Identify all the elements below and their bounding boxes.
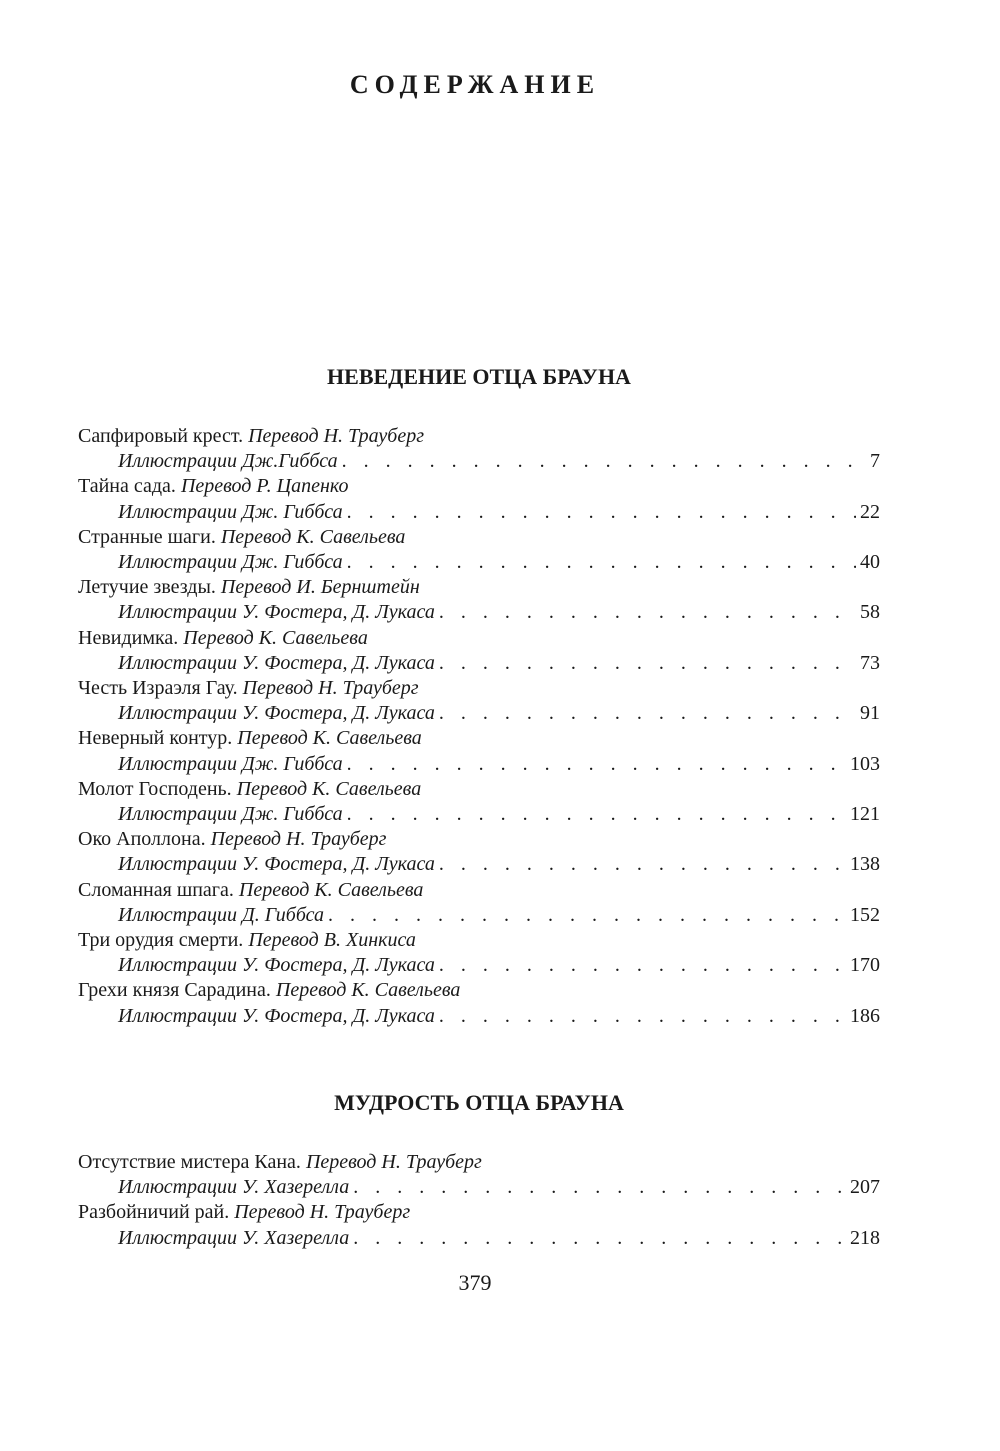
dot-leader [347, 500, 856, 525]
section-heading: НЕВЕДЕНИЕ ОТЦА БРАУНА [327, 364, 631, 389]
entry-title-line [78, 626, 880, 651]
toc-entry [78, 726, 880, 776]
toc-entry [78, 777, 880, 827]
dot-leader [439, 1004, 846, 1029]
entry-title-line [78, 525, 880, 550]
dot-leader [439, 852, 846, 877]
entry-illustrations-line [78, 1175, 880, 1200]
entry-illustrations-line [78, 600, 880, 625]
entry-translator: Перевод Р. Цапенко [180, 475, 349, 498]
toc-entry [78, 878, 880, 928]
entry-title: Око Аполлона. [78, 828, 206, 851]
entry-illustrations: Иллюстрации Дж. Гиббса [118, 551, 343, 574]
entry-title-line [78, 878, 880, 903]
entry-illustrations-line [78, 802, 880, 827]
entry-title: Честь Израэля Гау. [78, 677, 238, 700]
entry-page-number: 7 [870, 450, 880, 473]
entry-title: Отсутствие мистера Кана. [78, 1151, 301, 1173]
entry-illustrations-line [78, 701, 880, 726]
toc-entry [78, 928, 880, 978]
toc-entry [78, 424, 880, 474]
entry-title: Грехи князя Сарадина. [78, 979, 271, 1002]
toc-section-1 [78, 364, 880, 1029]
entry-page-number: 152 [850, 903, 880, 926]
toc-entry [78, 1150, 880, 1200]
entry-page-number: 22 [860, 500, 880, 523]
page-title: СОДЕРЖАНИЕ [349, 70, 601, 99]
entry-translator: Перевод К. Савельева [238, 878, 424, 901]
toc-entry [78, 1200, 880, 1250]
entry-illustrations: Иллюстрации У. Фостера, Д. Лукаса [118, 651, 435, 674]
entry-translator: Перевод К. Савельева [275, 979, 461, 1002]
entry-title: Молот Господень. [78, 777, 232, 800]
entry-illustrations: Иллюстрации У. Фостера, Д. Лукаса [118, 702, 435, 725]
entry-translator: Перевод И. Бернштейн [220, 576, 420, 599]
entry-title-line [78, 676, 880, 701]
entry-illustrations: Иллюстрации Дж.Гиббса [118, 450, 338, 473]
entry-page-number: 170 [850, 954, 880, 977]
entry-page-number: 73 [860, 651, 880, 674]
entry-illustrations: Иллюстрации У. Фостера, Д. Лукаса [118, 954, 435, 977]
dot-leader [439, 651, 856, 676]
entry-illustrations-line [78, 500, 880, 525]
toc-entry [78, 626, 880, 676]
entry-page-number: 207 [850, 1176, 880, 1199]
entry-page-number: 58 [860, 601, 880, 624]
entry-title-line [78, 424, 880, 449]
entry-translator: Перевод К. Савельева [237, 727, 422, 750]
entry-title-line [78, 928, 880, 953]
entry-title-line [78, 777, 880, 802]
dot-leader [328, 903, 846, 928]
entry-title-line [78, 1150, 880, 1175]
dot-leader [439, 600, 856, 625]
toc-entry [78, 575, 880, 625]
toc-entry [78, 978, 880, 1028]
section-heading: МУДРОСТЬ ОТЦА БРАУНА [334, 1090, 624, 1115]
entry-illustrations: Иллюстрации У. Хазерелла [118, 1176, 350, 1199]
entry-title: Сломанная шпага. [78, 878, 234, 901]
entry-page-number: 103 [850, 752, 880, 775]
entry-illustrations-line [78, 550, 880, 575]
entry-title-line [78, 1200, 880, 1225]
entry-page-number: 138 [850, 853, 880, 876]
dot-leader [347, 802, 846, 827]
entry-illustrations-line [78, 1004, 880, 1029]
entry-illustrations-line [78, 449, 880, 474]
entry-translator: Перевод Н. Трауберг [234, 1201, 411, 1224]
entry-translator: Перевод В. Хинкиса [248, 929, 416, 952]
entry-illustrations: Иллюстрации Д. Гиббса [118, 903, 324, 926]
entry-illustrations: Иллюстрации Дж. Гиббса [118, 500, 343, 523]
entry-title: Невидимка. [78, 626, 179, 649]
dot-leader [353, 1175, 846, 1200]
entry-title-line [78, 978, 880, 1003]
toc-entry [78, 525, 880, 575]
entry-page-number: 218 [850, 1226, 880, 1249]
entry-illustrations-line [78, 752, 880, 777]
entry-title-line [78, 726, 880, 751]
entry-title-line [78, 827, 880, 852]
toc-entry [78, 827, 880, 877]
entry-title: Сапфировый крест. [78, 425, 244, 447]
entry-title: Летучие звезды. [78, 576, 216, 599]
entry-illustrations: Иллюстрации У. Фостера, Д. Лукаса [118, 601, 435, 624]
dot-leader [342, 449, 866, 474]
entry-illustrations: Иллюстрации У. Фостера, Д. Лукаса [118, 853, 435, 876]
entry-title: Разбойничий рай. [78, 1201, 230, 1224]
entry-title: Тайна сада. [78, 475, 176, 498]
entry-illustrations: Иллюстрации Дж. Гиббса [118, 803, 343, 826]
dot-leader [353, 1226, 846, 1251]
entry-translator: Перевод К. Савельева [236, 777, 422, 800]
entry-illustrations-line [78, 903, 880, 928]
entry-illustrations-line [78, 1226, 880, 1251]
entry-illustrations-line [78, 852, 880, 877]
entry-translator: Перевод Н. Трауберг [248, 425, 424, 447]
entry-page-number: 40 [860, 551, 880, 574]
entry-title: Странные шаги. [78, 525, 216, 548]
dot-leader [347, 752, 846, 777]
entry-illustrations: Иллюстрации Дж. Гиббса [118, 752, 343, 775]
entry-page-number: 121 [850, 803, 880, 826]
entry-illustrations: Иллюстрации У. Фостера, Д. Лукаса [118, 1004, 435, 1027]
entry-title: Неверный контур. [78, 727, 233, 750]
toc-section-2 [78, 1090, 880, 1251]
entry-translator: Перевод К. Савельева [220, 525, 406, 548]
entry-translator: Перевод Н. Трауберг [305, 1151, 482, 1173]
entry-translator: Перевод К. Савельева [183, 626, 368, 649]
toc-entry [78, 676, 880, 726]
dot-leader [439, 701, 856, 726]
entry-title-line [78, 575, 880, 600]
page-number: 379 [458, 1270, 492, 1295]
entry-page-number: 91 [860, 702, 880, 725]
entry-illustrations-line [78, 651, 880, 676]
dot-leader [347, 550, 856, 575]
dot-leader [439, 953, 846, 978]
entry-illustrations: Иллюстрации У. Хазерелла [118, 1226, 350, 1249]
entry-illustrations-line [78, 953, 880, 978]
entry-translator: Перевод Н. Трауберг [210, 828, 387, 851]
toc-entry [78, 474, 880, 524]
entry-title-line [78, 474, 880, 499]
entry-page-number: 186 [850, 1004, 880, 1027]
entry-title: Три орудия смерти. [78, 929, 244, 952]
entry-translator: Перевод Н. Трауберг [242, 677, 419, 700]
